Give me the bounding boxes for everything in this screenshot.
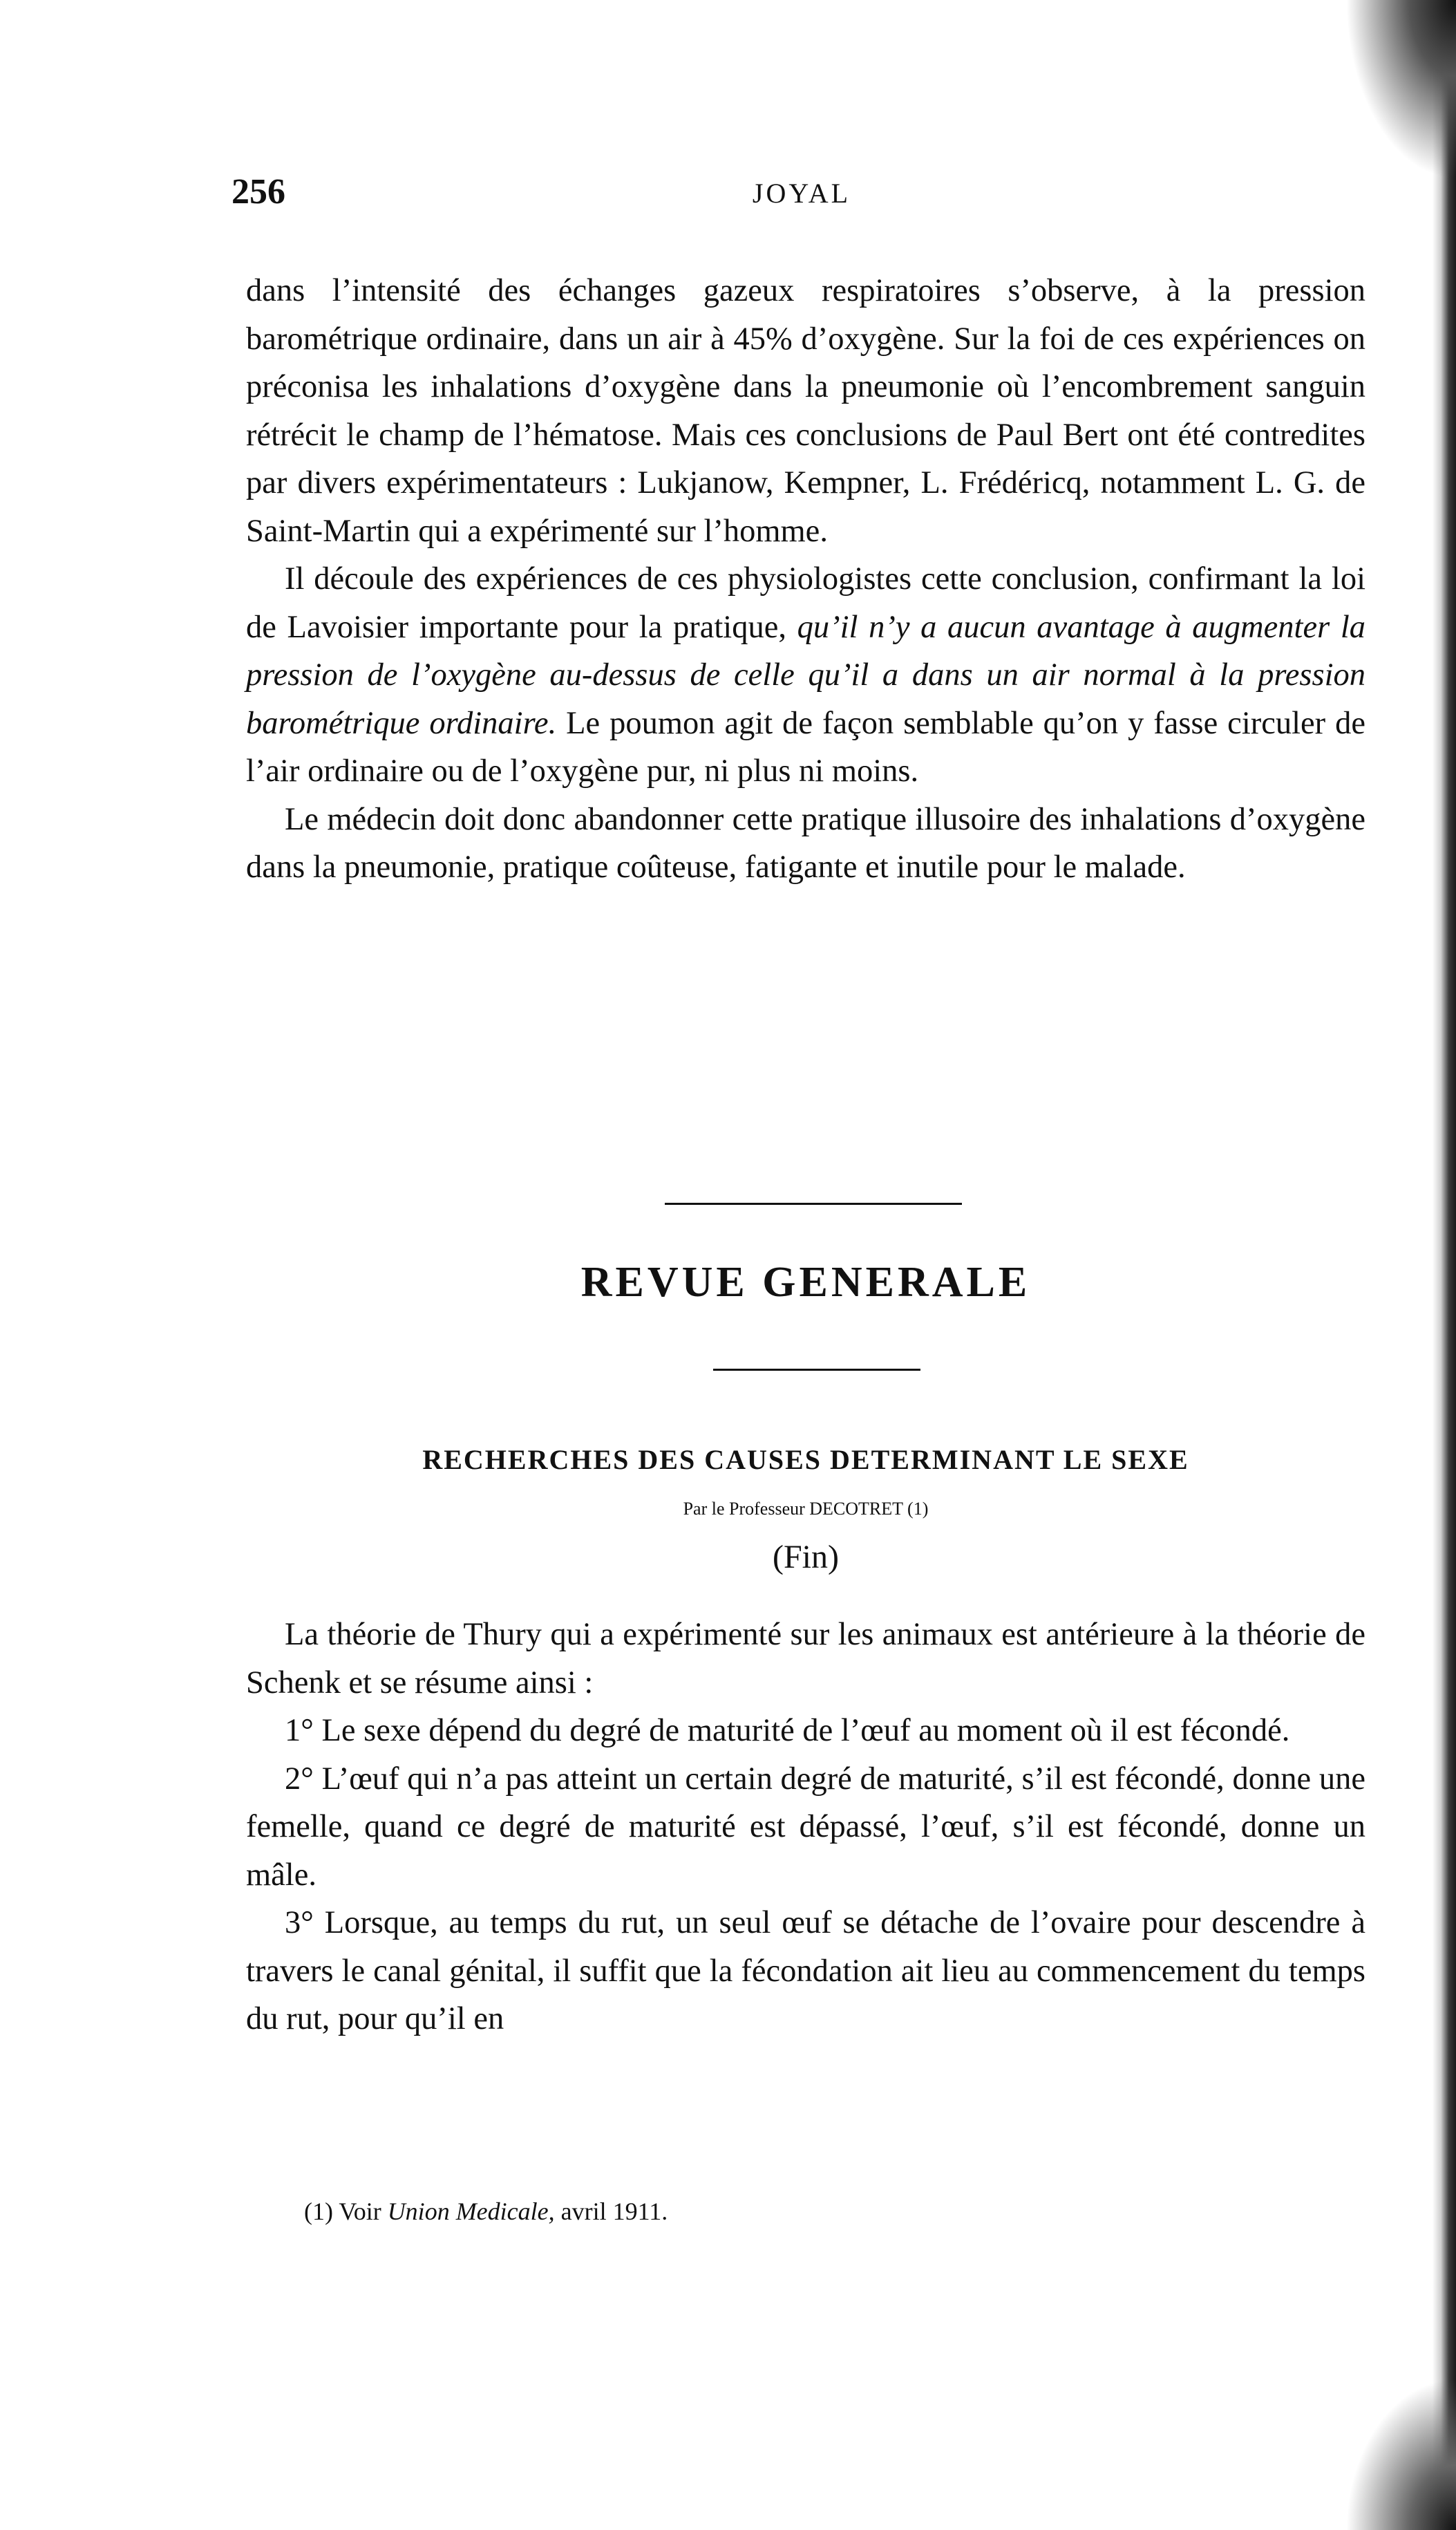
article-fin-label: (Fin) xyxy=(773,1539,839,1575)
paragraph xyxy=(246,555,1365,796)
scan-binding-shadow xyxy=(1433,0,1456,2530)
paragraph: 3° Lorsque, au temps du rut, un seul œuf se détache de l’ovaire pour descendre à travers le canal génital, il suffit que la fécondation ait lieu au commencement du temps du rut, pour qu’il en xyxy=(246,1905,1365,2036)
paragraph-text: Le poumon agit de façon semblable qu’on y fasse circuler de l’air ordinaire ou de l’oxygène pur, ni plus ni moins. xyxy=(246,705,1365,789)
footnote-source: Union Medicale, xyxy=(387,2198,555,2225)
article-body xyxy=(246,1611,1365,2043)
section-title: REVUE GENERALE xyxy=(580,1259,1031,1306)
emphasized-text: qu’il n’y a aucun avantage à augmenter la pression de l’oxygène au-dessus de celle qu’il a dans un air normal à la pression barométrique ordinaire. xyxy=(246,609,1365,741)
body-text xyxy=(246,267,1365,892)
scan-corner-shadow-bottom xyxy=(1345,2378,1456,2530)
paragraph: 2° L’œuf qui n’a pas atteint un certain degré de maturité, s’il est fécondé, donne une femelle, quand ce degré de maturité est dépassé, l’œuf, s’il est fécondé, donne un mâle. xyxy=(246,1761,1365,1893)
scan-corner-shadow-top xyxy=(1345,0,1456,180)
paragraph: 1° Le sexe dépend du degré de maturité de l’œuf au moment où il est fécondé. xyxy=(285,1713,1290,1748)
article-byline: Par le Professeur DECOTRET (1) xyxy=(683,1499,929,1519)
paragraph: Le médecin doit donc abandonner cette pratique illusoire des inhalations d’oxygène dans la pneumonie, pratique coûteuse, fatigante et inutile pour le malade. xyxy=(246,801,1365,885)
page-header xyxy=(231,171,1372,220)
footnote-text: avril 1911. xyxy=(554,2198,668,2225)
paragraph: dans l’intensité des échanges gazeux respiratoires s’observe, à la pression barométrique ordinaire, dans un air à 45% d’oxygène. Sur la foi de ces expériences on préconisa les inhalations d’oxygène dans la pneumonie où l’encombrement sanguin rétrécit le champ de l’hématose. Mais ces conclusions de Paul Bert ont été contredites par divers expérimentateurs : Lukjanow, Kempner, L. Frédéricq, notamment L. G. de Saint-Martin qui a expérimenté sur l’homme. xyxy=(246,273,1365,549)
footnote xyxy=(304,2197,668,2226)
running-head: JOYAL xyxy=(752,178,851,209)
paragraph: La théorie de Thury qui a expérimenté sur les animaux est antérieure à la théorie de Schenk et se résume ainsi : xyxy=(246,1617,1365,1700)
page-number: 256 xyxy=(231,172,285,212)
paragraph-text: Il découle des expériences de ces physiologistes cette conclusion, confirmant la loi de Lavoisier importante pour la pratique, xyxy=(246,561,1365,645)
footnote-marker: (1) xyxy=(304,2198,333,2225)
divider-rule xyxy=(713,1369,920,1371)
footnote-text: Voir xyxy=(332,2198,388,2225)
article-title: RECHERCHES DES CAUSES DETERMINANT LE SEXE xyxy=(422,1444,1189,1475)
divider-rule xyxy=(665,1203,962,1205)
